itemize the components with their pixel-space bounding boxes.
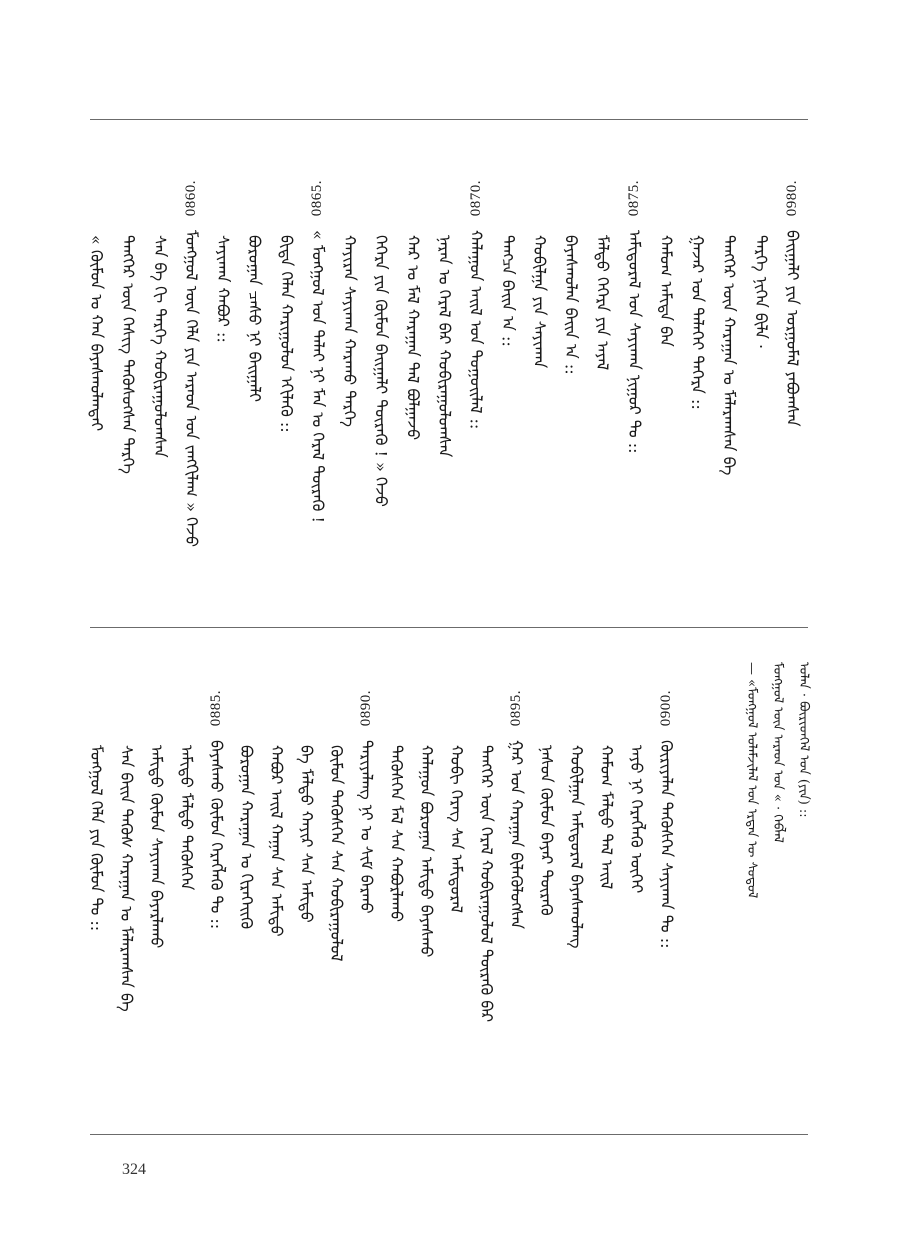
- verse-line: « ᠮᠣᠩᠭᠣᠯ ᠤᠨ ᠳᠠᠯᠠᠢ ᠨᠢ ᠮᠠᠨ ᠤ ᠭᠡᠷᠡᠯ ᠲᠦᠷᠡᠬᠦ !: [308, 230, 328, 523]
- verse-column: [143, 690, 171, 1120]
- verse-line: ᠠᠮᠢᠳᠤ ᠬᠦᠮᠦᠨ ᠰᠠᠶᠢᠬᠠᠨ ᠪᠠᠶᠠᠷᠯᠠᠬᠤ: [147, 745, 166, 949]
- source-line-1: ᠣᠯᠠᠨ · ᠪᠦᠷᠢᠳᠬᠡᠯ ᠤᠨ (ᠶᠢᠨ) ::: [796, 662, 811, 818]
- verse-column: [779, 180, 807, 610]
- verse-line: ᠬᠠᠮᠤᠭ ᠠᠮᠢᠳᠠ ᠪᠠᠨ: [656, 235, 676, 347]
- verse-column: [178, 180, 206, 610]
- verse-column: [273, 180, 301, 610]
- verse-line: ᠬᠡᠭᠡᠷᠡ ᠶᠢᠨ ᠬᠦᠮᠦᠨ ᠪᠠᠢᠭᠠᠯᠢ ᠲᠦᠷᠡᠬᠦ ! » ᠭᠡᠵᠦ: [371, 235, 391, 507]
- verse-line: ᠰᠠᠨ ᠪᠠᠢᠨ ᠲᠡᠭᠦᠰ ᠬᠠᠷᠠᠭᠠᠨ ᠤ ᠮᠠᠯᠠᠷᠠᠭᠰᠠᠨ ᠪᠡ: [117, 745, 136, 1012]
- verse-column: [716, 180, 744, 610]
- verse-column: [336, 180, 364, 610]
- verse-column: [473, 690, 501, 1120]
- verse-column: [173, 690, 201, 1120]
- verse-column: [621, 180, 649, 610]
- verse-line: ᠨᠠᠰᠤᠨ ᠬᠦᠮᠦᠨ ᠪᠠᠶᠠᠷ ᠲᠦᠷᠡᠬᠦ: [537, 745, 556, 916]
- verse-line: ᠬᠠᠪᠤᠷ ᠠᠢᠯ ᠬᠠᠭᠠᠨ ᠰᠠᠨ ᠠᠮᠢᠳᠤ: [267, 745, 286, 937]
- verse-column: [503, 690, 531, 1120]
- verse-column: [533, 690, 561, 1120]
- verse-line: ᠪᠠᠶᠠᠰᠬᠤ ᠬᠦᠮᠦᠨ ᠬᠡᠷᠡᠭᠯᠡᠬᠦ ᠲᠤ ::: [207, 740, 226, 930]
- verse-column: [558, 180, 586, 610]
- verse-line: ᠬᠦᠮᠦᠨ ᠲᠡᠭᠦᠰᠬᠡᠨ ᠰᠠᠨ ᠬᠤᠪᠢᠷᠠᠭᠤᠯᠤᠯ: [327, 745, 346, 962]
- top-rule: [90, 119, 808, 120]
- verse-line: ᠬᠠᠷ ᠤ ᠮᠠᠯ ᠬᠠᠷᠠᠭᠠᠨ ᠲᠠᠯ ᠪᠣᠯᠭᠠᠵᠤ: [403, 235, 423, 441]
- verse-line: « ᠬᠦᠮᠦᠨ ᠤ ᠬᠠᠨ ᠪᠠᠶᠠᠰᠬᠤᠯᠠᠨᠲᠠᠢ: [87, 235, 106, 432]
- verse-line: ᠮᠣᠩᠭᠣᠯ ᠦᠨ ᠬᠡᠯᠡ ᠶᠢᠨ ᠠᠷᠠᠳ ᠤᠨ ᠵᠠᠩᠭᠢᠯᠠᠭ » ᠭᠡᠵᠦ: [181, 230, 201, 547]
- verse-column: [83, 690, 111, 1120]
- verse-column: [383, 690, 411, 1120]
- source-line-3: — «ᠮᠣᠩᠭᠣᠯ ᠤᠯᠠᠮᠵᠢᠯᠠᠯ ᠤᠨ ᠡᠷᠲᠡᠨ ᠦ ᠰᠤᠳᠤᠯ: [744, 662, 759, 899]
- line-number: 0980.: [784, 180, 800, 217]
- verse-column: [146, 180, 174, 610]
- verse-column: [413, 690, 441, 1120]
- verse-column: [115, 180, 143, 610]
- verse-column: [113, 690, 141, 1120]
- verse-line: ᠬᠠᠮᠤᠭ ᠮᠠᠯᠲᠤ ᠲᠠᠯ ᠠᠢᠯ: [597, 745, 616, 890]
- verse-line: ᠬᠠᠯᠠᠭᠤᠨ ᠪᠣᠷᠤᠭᠠᠨ ᠠᠮᠢᠳᠤ ᠪᠠᠶᠠᠰᠬᠤ: [417, 745, 436, 958]
- verse-line: ᠬᠤᠪᠢᠯᠭᠠᠨ ᠠᠮᠢᠳᠤᠷᠠᠯ ᠪᠠᠶᠠᠰᠬᠤᠯᠠᠩ: [567, 745, 586, 949]
- verse-line: ᠪᠠᠢᠭᠠᠯᠢ ᠶᠢᠨ ᠤᠷᠭᠤᠮᠠᠯ ᠶᠠᠪᠤᠭᠰᠠᠨ: [783, 230, 802, 427]
- line-number: 0885.: [208, 690, 224, 727]
- verse-line: ᠪᠠ ᠮᠠᠯᠲᠤ ᠬᠠᠶᠢᠷ ᠰᠠᠨ ᠠᠮᠢᠳᠤ: [297, 745, 316, 923]
- verse-line: ᠪᠣᠷᠤᠭᠠᠨ ᠴᠠᠰᠤ ᠨᠢ ᠪᠠᠢᠭᠠᠯᠢ: [245, 235, 265, 403]
- verse-line: ᠰᠠᠨ ᠪᠠ ᠬᠢ ᠲᠡᠷᠭᠡ ᠬᠤᠪᠢᠷᠠᠭᠤᠯᠤᠭᠰᠠᠨ: [150, 235, 170, 458]
- verse-column: [494, 180, 522, 610]
- verse-column: [323, 690, 351, 1120]
- verse-column: [652, 180, 680, 610]
- verse-line: ᠠᠮᠢᠳᠤᠷᠠᠯ ᠤᠨ ᠰᠠᠶᠢᠬᠠᠨ ᠨᠢᠭᠤᠷ ᠲᠤ ::: [624, 230, 644, 454]
- verse-column: [399, 180, 427, 610]
- verse-column: [368, 180, 396, 610]
- verse-column: [526, 180, 554, 610]
- verse-column: [684, 180, 712, 610]
- verse-column: [623, 690, 651, 1120]
- verse-column: [589, 180, 617, 610]
- verse-line: ᠬᠦᠷᠢᠶᠡᠯᠡᠨ ᠲᠡᠭᠦᠰᠬᠡᠨ ᠰᠠᠶᠢᠬᠠᠨ ᠲᠤ ::: [657, 740, 676, 949]
- verse-column: [263, 690, 291, 1120]
- bottom-rule: [90, 1134, 808, 1135]
- verse-column: [747, 180, 775, 610]
- verse-line: ᠲᠡᠩᠭᠡᠷ ᠦᠨ ᠭᠡᠷᠡᠯ ᠬᠤᠪᠢᠷᠠᠭᠤᠯᠤᠯ ᠲᠦᠷᠡᠬᠦ ᠪᠡᠷ: [477, 745, 496, 1023]
- verse-column: [83, 180, 111, 610]
- line-number: 0890.: [358, 690, 374, 727]
- verse-line: ᠠᠮᠢᠳᠤ ᠮᠠᠯᠲᠤ ᠲᠡᠭᠦᠰᠬᠡᠨ: [177, 745, 196, 891]
- verse-line: ᠬᠠᠯᠠᠭᠤᠨ ᠠᠢᠯ ᠤᠨ ᠳᠤᠭᠤᠢᠯᠠᠯ ::: [466, 230, 486, 430]
- line-number: 0875.: [625, 180, 642, 217]
- page-number: 324: [122, 1161, 146, 1178]
- middle-rule: [90, 627, 808, 628]
- verse-line: ᠮᠣᠩᠭᠣᠯ ᠬᠡᠯᠡ ᠶᠢᠨ ᠬᠦᠮᠦᠨ ᠲᠤ ::: [87, 745, 106, 932]
- source-citation: [738, 662, 818, 1092]
- verse-column: [463, 180, 491, 610]
- verse-line: ᠪᠠᠶᠠᠰᠬᠤᠯᠠᠨ ᠪᠠᠢᠨ ᠠ ::: [561, 235, 581, 375]
- verse-line: ᠭᠠᠷ ᠤᠨ ᠬᠠᠷᠠᠭᠠᠨ ᠪᠢᠯᠡᠭᠦᠯᠦᠭᠰᠡᠨ: [507, 740, 526, 930]
- line-number: 0870.: [467, 180, 484, 217]
- verse-line: ᠮᠠᠯᠲᠤ ᠬᠡᠭᠡᠷᠡ ᠶᠢᠨ ᠠᠶᠠᠯ: [593, 235, 613, 371]
- verse-column: [353, 690, 381, 1120]
- verse-line: ᠰᠠᠶᠢᠬᠠᠨ ᠬᠠᠪᠤᠷ ::: [213, 235, 233, 343]
- line-number: 0900.: [658, 690, 674, 727]
- verse-line: ᠲᠡᠭᠦᠰᠬᠡᠨ ᠮᠠᠯ ᠰᠠᠨ ᠬᠠᠪᠤᠷᠯᠠᠬᠤ: [387, 745, 406, 922]
- verse-column: [443, 690, 471, 1120]
- verse-column: [203, 690, 231, 1120]
- verse-line: ᠲᠡᠩᠭᠡᠷ ᠦᠨ ᠬᠠᠷᠠᠭᠠᠨ ᠤ ᠮᠠᠯᠠᠷᠠᠭᠰᠠᠨ ᠪᠡ: [719, 235, 739, 476]
- verse-line: ᠲᠡᠩᠭᠡᠷ ᠦᠨ ᠬᠡᠰᠢᠭ ᠲᠡᠭᠦᠰᠦᠭᠰᠡᠨ ᠲᠡᠷᠭᠡ: [118, 235, 138, 474]
- verse-line: ᠲᠡᠩᠴᠡ ᠪᠠᠢᠨ ᠠ ::: [498, 235, 518, 347]
- line-number: 0860.: [182, 180, 199, 217]
- verse-column: [210, 180, 238, 610]
- verse-column: [233, 690, 261, 1120]
- line-number: 0895.: [508, 690, 524, 727]
- verse-column: [653, 690, 681, 1120]
- verse-column: [293, 690, 321, 1120]
- line-number: 0865.: [309, 180, 326, 217]
- verse-column: [593, 690, 621, 1120]
- verse-line: ᠭᠠᠵᠠᠷ ᠤᠨ ᠳᠡᠯᠡᠬᠡᠢ ᠳᠡᠭᠡᠷᠡ ::: [688, 235, 708, 410]
- verse-line: ᠪᠢᠳᠡ ᠬᠡᠯᠡᠨ ᠬᠠᠷᠢᠭᠤᠯᠤᠨ ᠡᠬᠢᠯᠡᠬᠦ ::: [276, 235, 296, 433]
- verse-line: ᠠᠶᠤ ᠨᠢ ᠬᠡᠷᠡᠭᠯᠡᠬᠦ ᠦᠭᠡᠢ: [627, 745, 646, 894]
- verse-column: [563, 690, 591, 1120]
- verse-column: [431, 180, 459, 610]
- verse-line: ᠪᠣᠷᠤᠭᠠᠨ ᠬᠠᠷᠠᠭᠠᠨ ᠤ ᠬᠢᠷᠡᠭᠡᠢᠬᠦ: [237, 745, 256, 930]
- verse-column: [241, 180, 269, 610]
- verse-line: ᠨᠠᠷᠠᠨ ᠤ ᠭᠡᠷᠡᠯ ᠪᠡᠷ ᠬᠤᠪᠢᠷᠠᠭᠤᠯᠤᠭᠰᠠᠨ: [435, 235, 454, 458]
- verse-line: ᠬᠤᠪᠢᠯᠭᠠ ᠶᠢᠨ ᠰᠠᠶᠢᠬᠠᠨ: [529, 235, 549, 369]
- verse-line: ᠬᠠᠶᠢᠷᠠᠨ ᠰᠠᠶᠢᠬᠠᠨ ᠬᠠᠷᠠᠬᠤ ᠲᠡᠷᠭᠡ: [340, 235, 360, 427]
- verse-line: ᠲᠡᠷᠭᠡ ᠨᠢᠭᠡᠨ ᠪᠢᠯᠡ ·: [751, 235, 771, 350]
- verse-column: [304, 180, 332, 610]
- verse-line: ᠬᠤᠪᠢ ᠬᠡᠷᠡᠭ ᠰᠠᠨ ᠠᠮᠢᠳᠤᠷᠠᠯ: [447, 745, 466, 913]
- source-line-2: ᠮᠣᠩᠭᠣᠯ ᠦᠨ ᠠᠷᠠᠳ ᠤᠨ « · ᠬᠡᠪᠯᠡᠯ: [770, 662, 785, 843]
- verse-line: ᠲᠠᠷᠢᠶᠠᠯᠠᠩ ᠨᠢ ᠤ ᠰᠢᠮ ᠪᠠᠷᠬᠤ: [357, 740, 376, 914]
